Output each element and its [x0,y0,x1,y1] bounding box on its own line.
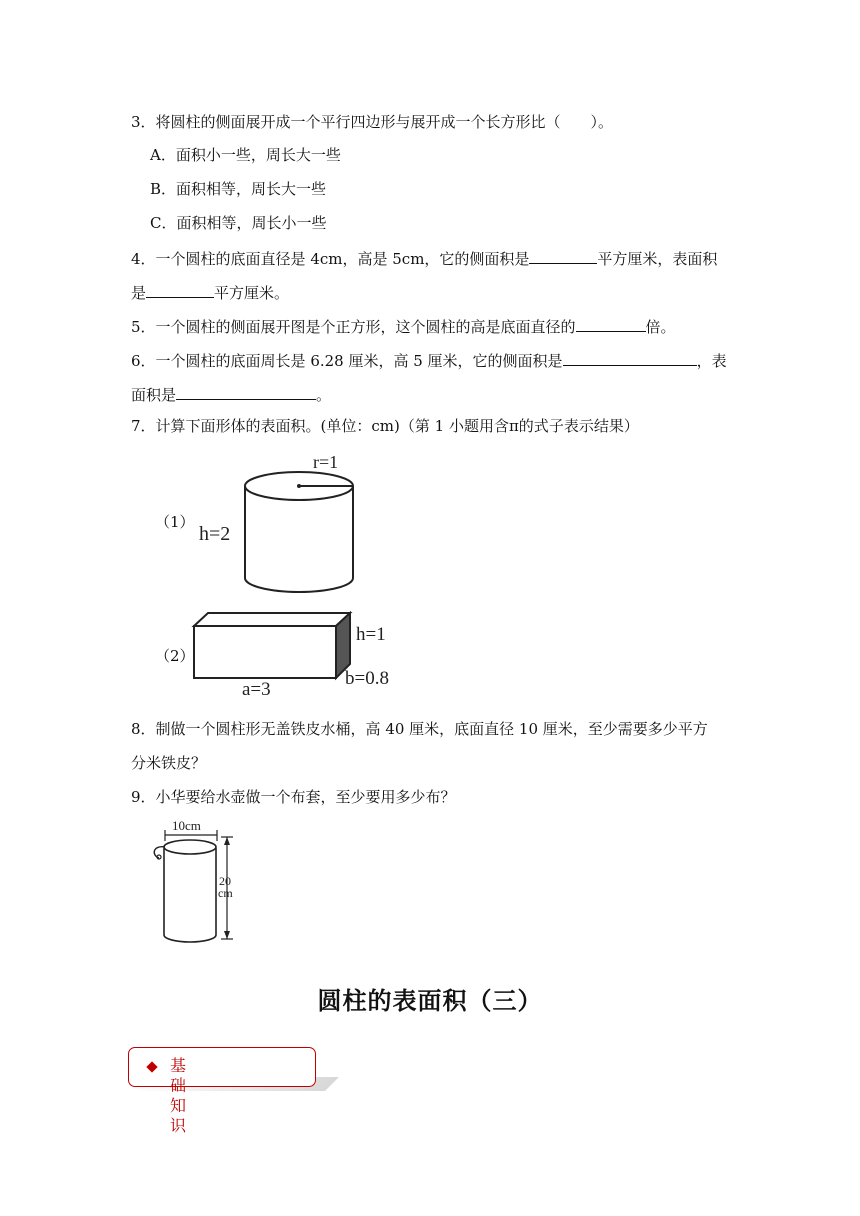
section-title: 圆柱的表面积（三） [317,987,543,1015]
badge-label: 基础知识 [170,1056,187,1135]
q9-kettle-figure [145,815,250,950]
q4-answer-blank-1[interactable] [529,247,597,264]
q7-figure1-label: （1） [155,513,195,531]
q6-text-4: 。 [316,386,332,404]
q4-text-3: 是 [131,284,147,302]
q6-answer-blank-1[interactable] [563,349,697,366]
q3-option-a: A．面积小一些，周长大一些 [150,146,341,164]
q4-line2 [131,281,289,303]
q3-option-b: B．面积相等，周长大一些 [150,180,327,198]
q6-line1 [131,349,727,371]
q9-height-unit: cm [218,886,233,900]
q7-fig2-height-label: h=1 [356,624,386,645]
q7-figure2-label: （2） [155,647,195,665]
q7-cuboid-figure [190,606,410,698]
q3-option-c: C．面积相等，周长小一些 [150,214,327,232]
q4-text-1: 4．一个圆柱的底面直径是 4cm，高是 5cm，它的侧面积是 [131,250,530,268]
q9-height-number: 20 [219,874,231,888]
q6-text-1: 6．一个圆柱的底面周长是 6.28 厘米，高 5 厘米，它的侧面积是 [131,352,563,370]
q7-fig1-radius-label: r=1 [313,452,339,472]
q6-line2 [131,383,331,405]
q7-fig2-width-label: b=0.8 [345,668,389,689]
q6-text-2: ，表 [696,352,727,370]
q9-diameter-label: 10cm [172,818,201,833]
q6-text-3: 面积是 [131,386,177,404]
q4-text-4: 平方厘米。 [214,284,290,302]
q3-stem: 3．将圆柱的侧面展开成一个平行四边形与展开成一个长方形比（ ）。 [131,113,614,131]
q5-text-1: 5．一个圆柱的侧面展开图是个正方形，这个圆柱的高是底面直径的 [131,318,576,336]
q5-text-2: 倍。 [645,318,676,336]
q8-line2: 分米铁皮？ [131,754,207,772]
q7-fig2-length-label: a=3 [242,679,271,698]
q4-text-2: 平方厘米，表面积 [597,250,718,268]
q5-line [131,315,676,337]
q5-answer-blank[interactable] [576,315,646,332]
q8-line1: 8．制做一个圆柱形无盖铁皮水桶，高 40 厘米，底面直径 10 厘米，至少需要多少平方 [131,720,708,738]
q7-fig1-height-label: h=2 [199,523,231,545]
q7-cylinder-figure [195,448,365,593]
q4-line1 [131,247,717,269]
q6-answer-blank-2[interactable] [176,383,316,400]
q4-answer-blank-2[interactable] [146,281,214,298]
q9-stem: 9．小华要给水壶做一个布套，至少要用多少布？ [131,788,456,806]
q7-stem: 7．计算下面形体的表面积。(单位：cm)（第 1 小题用含π的式子表示结果） [131,417,639,435]
